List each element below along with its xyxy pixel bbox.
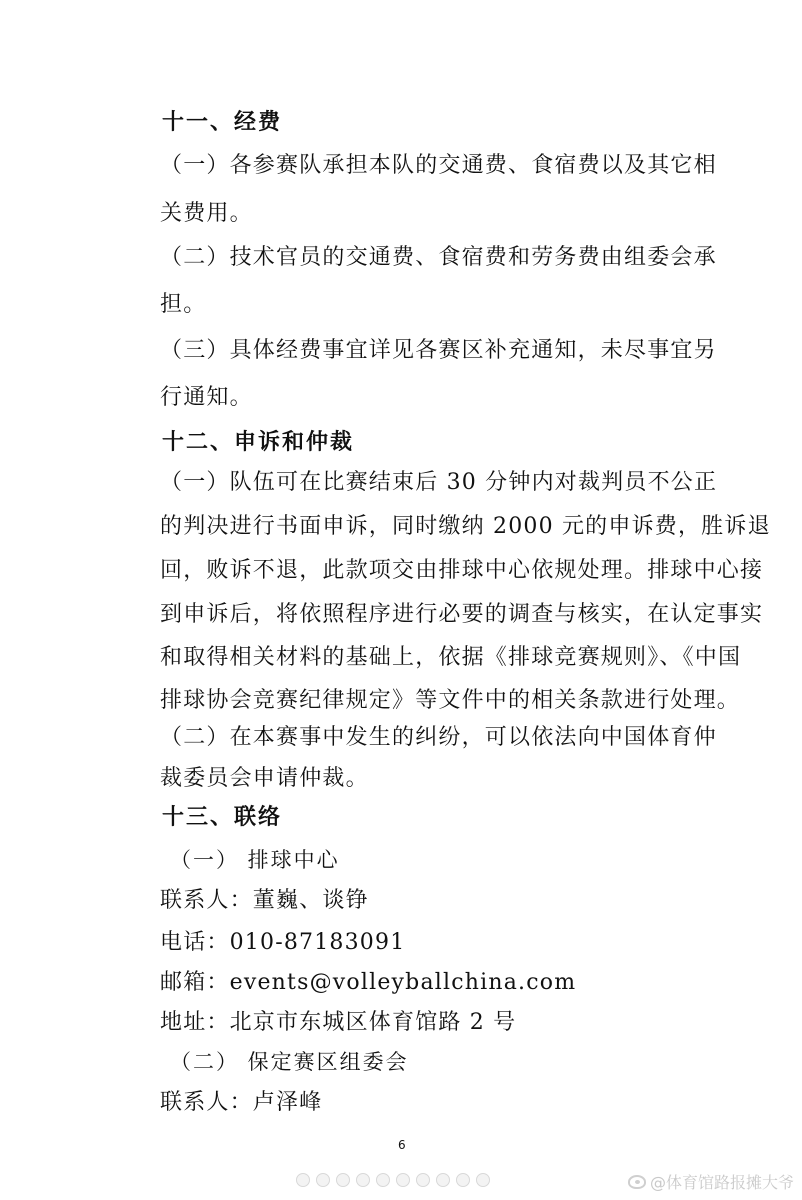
paragraph-line: 行通知。	[160, 385, 253, 410]
watermark-text: @体育馆路报摊大爷	[649, 1173, 794, 1192]
paragraph-line: 和取得相关材料的基础上，依据《排球竞赛规则》、《中国	[160, 645, 742, 670]
paragraph-line: 回，败诉不退，此款项交由排球中心依规处理。排球中心接	[160, 558, 764, 583]
page-dot	[356, 1173, 370, 1187]
page-number: 6	[398, 1138, 406, 1152]
page-dot	[336, 1173, 350, 1187]
contact-subheading: （二） 保定赛区组委会	[170, 1050, 409, 1074]
paragraph-line: 担。	[160, 292, 207, 317]
page-dot	[456, 1173, 470, 1187]
paragraph-line: （三）具体经费事宜详见各赛区补充通知，未尽事宜另	[160, 338, 717, 363]
page-indicator-dots	[296, 1168, 516, 1192]
section-heading-contact: 十三、联络	[162, 805, 283, 830]
paragraph-line: （一）队伍可在比赛结束后 30 分钟内对裁判员不公正	[160, 470, 718, 495]
contact-person: 联系人：卢泽峰	[160, 1090, 323, 1115]
weibo-icon	[628, 1175, 646, 1189]
paragraph-line: （二）技术官员的交通费、食宿费和劳务费由组委会承	[160, 245, 717, 270]
paragraph-line: 关费用。	[160, 201, 253, 226]
page-dot	[436, 1173, 450, 1187]
page-dot	[296, 1173, 310, 1187]
page-dot	[376, 1173, 390, 1187]
contact-email: 邮箱：events@volleyballchina.com	[160, 970, 577, 995]
paragraph-line: （一）各参赛队承担本队的交通费、食宿费以及其它相	[160, 153, 717, 178]
paragraph-line: （二）在本赛事中发生的纠纷，可以依法向中国体育仲	[160, 725, 717, 750]
page-dot	[396, 1173, 410, 1187]
paragraph-line: 的判决进行书面申诉，同时缴纳 2000 元的申诉费，胜诉退	[160, 514, 771, 539]
paragraph-line: 排球协会竞赛纪律规定》等文件中的相关条款进行处理。	[160, 688, 741, 713]
contact-person: 联系人：董巍、谈铮	[160, 888, 369, 913]
contact-subheading: （一） 排球中心	[170, 848, 340, 872]
watermark	[628, 1170, 794, 1193]
page-dot	[476, 1173, 490, 1187]
page-dot	[316, 1173, 330, 1187]
page-dot	[416, 1173, 430, 1187]
paragraph-line: 裁委员会申请仲裁。	[160, 766, 369, 791]
contact-phone: 电话：010-87183091	[160, 930, 406, 955]
section-heading-funding: 十一、经费	[162, 110, 283, 135]
paragraph-line: 到申诉后，将依照程序进行必要的调查与核实，在认定事实	[160, 602, 764, 627]
contact-address: 地址：北京市东城区体育馆路 2 号	[160, 1010, 517, 1035]
section-heading-appeal: 十二、申诉和仲裁	[162, 430, 355, 455]
